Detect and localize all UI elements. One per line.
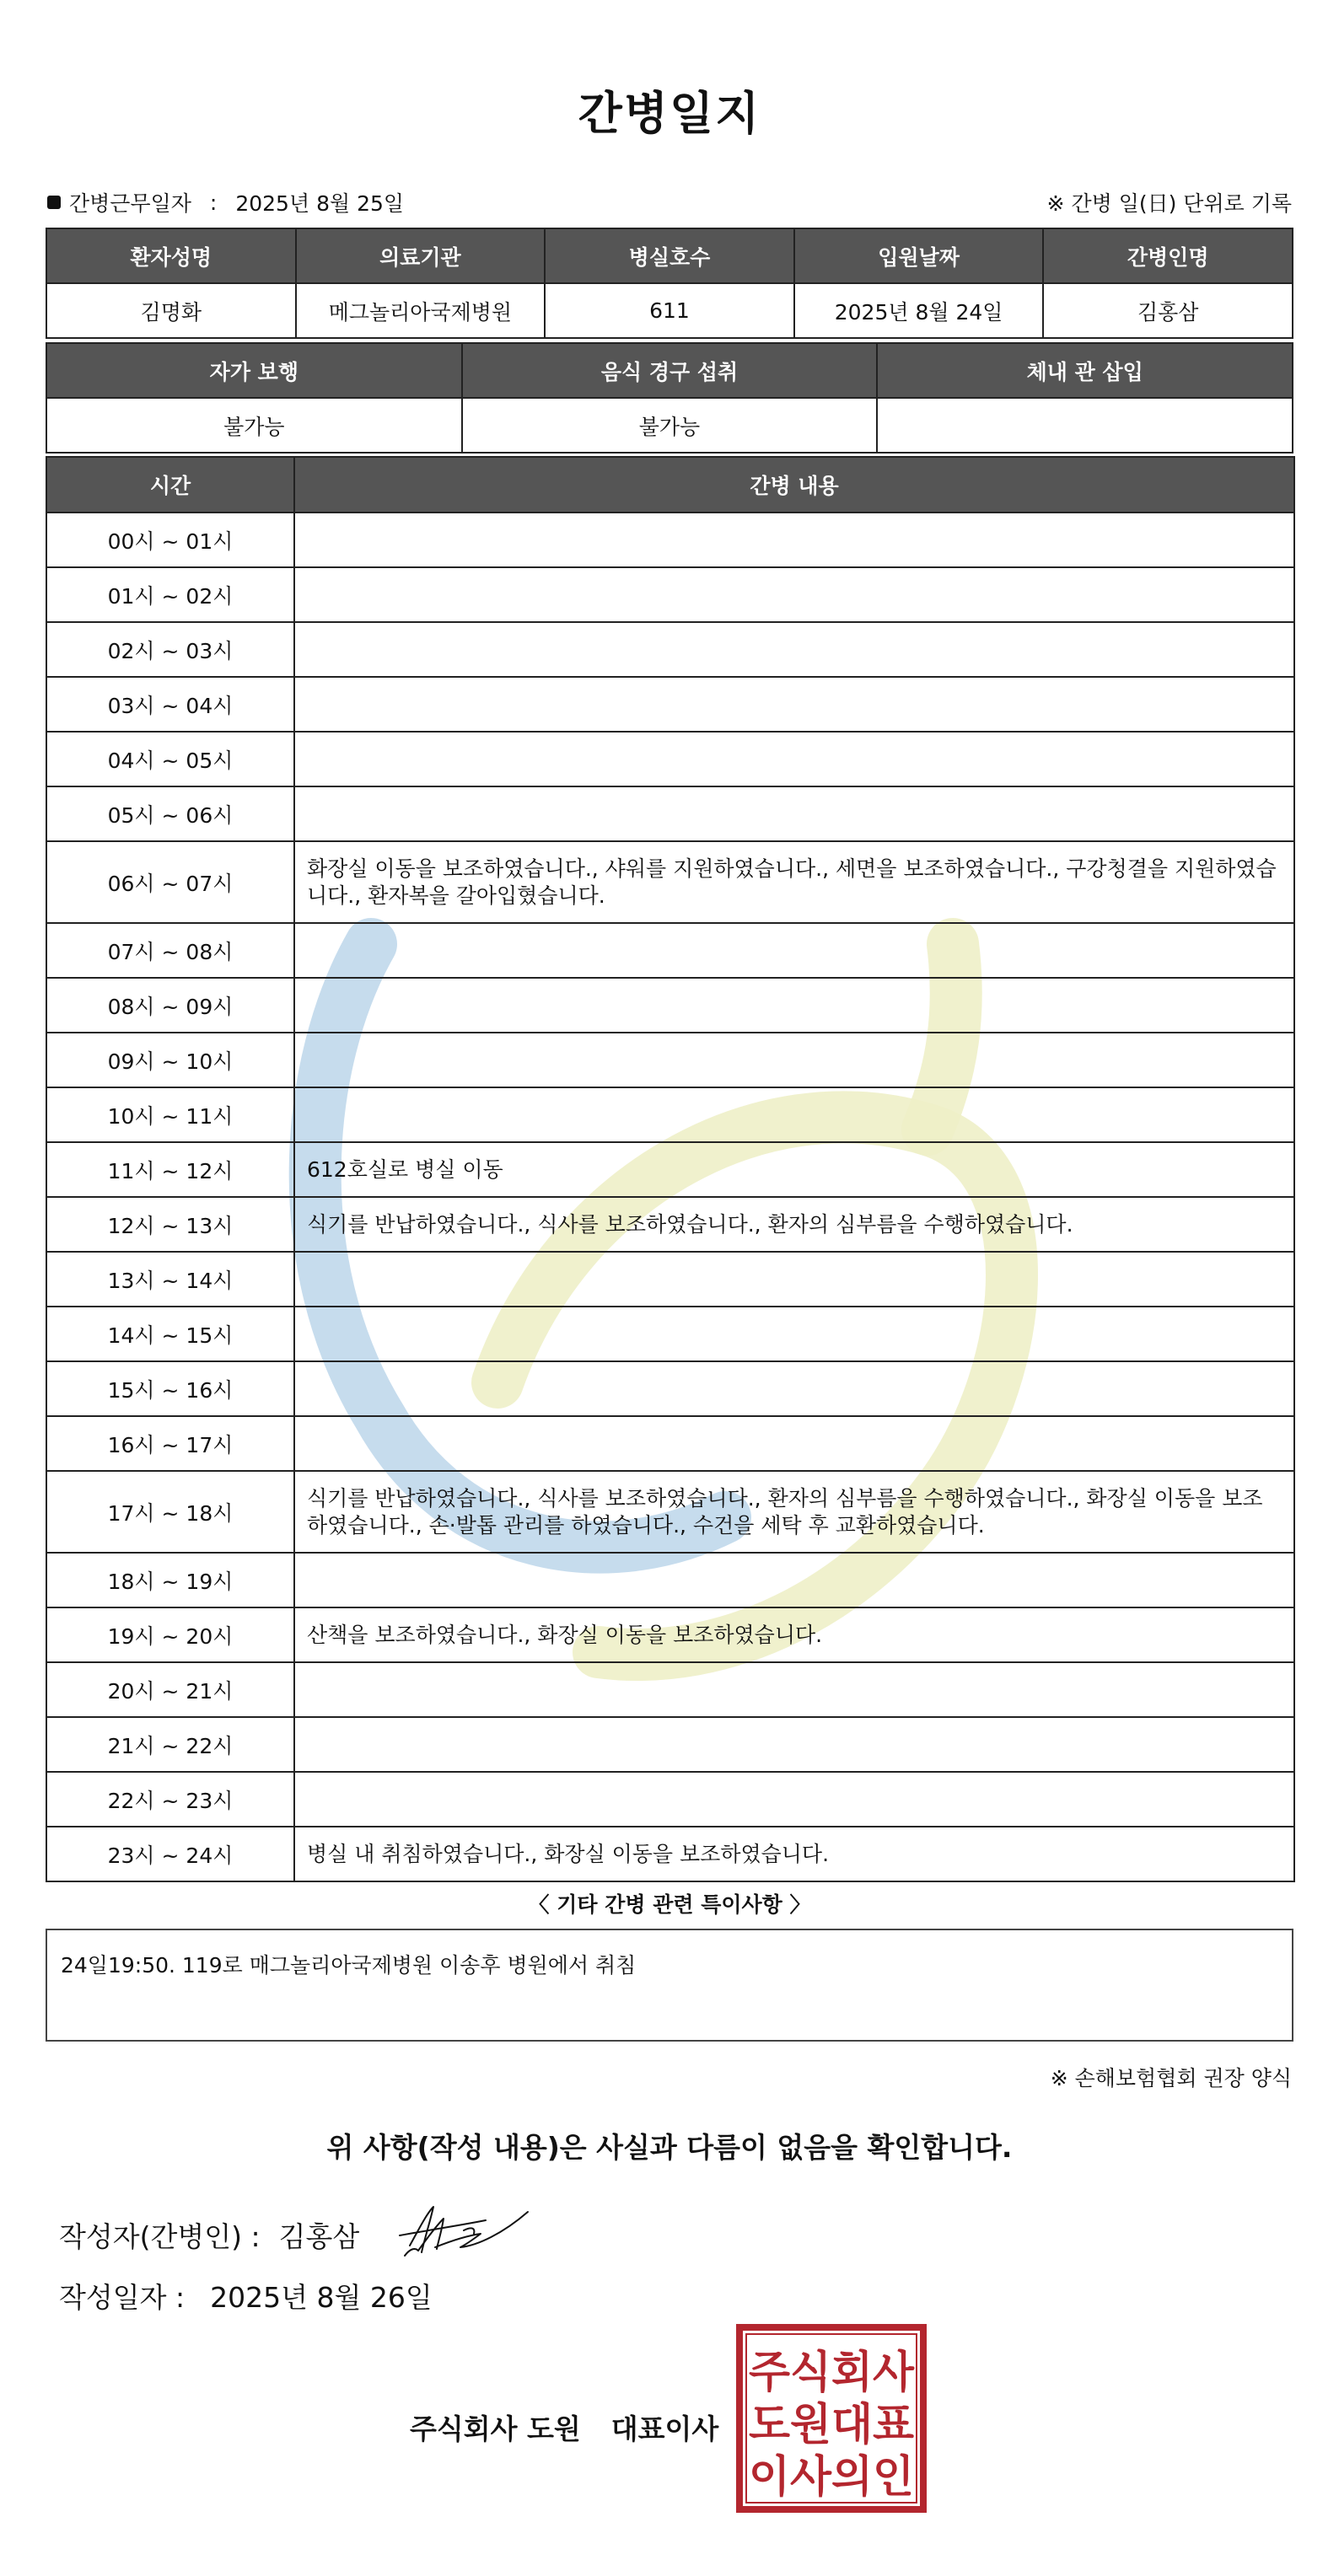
table-row <box>46 841 1294 923</box>
content-cell <box>294 1087 1294 1142</box>
content-cell <box>294 1361 1294 1416</box>
time-cell: 18시 ~ 19시 <box>46 1553 294 1607</box>
patient-info-header-row <box>46 228 1293 283</box>
self-walking-value: 불가능 <box>46 398 462 453</box>
content-cell: 식기를 반납하였습니다., 식사를 보조하였습니다., 환자의 심부름을 수행하였습니다. <box>294 1197 1294 1252</box>
time-cell: 07시 ~ 08시 <box>46 923 294 978</box>
patient-info-table <box>46 228 1293 339</box>
room-number: 611 <box>545 283 794 338</box>
table-row <box>46 677 1294 732</box>
patient-name: 김명화 <box>46 283 296 338</box>
table-row <box>46 567 1294 622</box>
page-title: 간병일지 <box>578 87 761 140</box>
table-row <box>46 1717 1294 1772</box>
time-cell: 08시 ~ 09시 <box>46 978 294 1033</box>
confirmation-statement: 위 사항(작성 내용)은 사실과 다름이 없음을 확인합니다. <box>326 2131 1013 2164</box>
tube-insertion-value <box>877 398 1293 453</box>
header-care-content: 간병 내용 <box>294 457 1294 513</box>
time-cell: 13시 ~ 14시 <box>46 1252 294 1307</box>
content-cell <box>294 1772 1294 1827</box>
oral-intake-value: 불가능 <box>462 398 878 453</box>
table-row <box>46 1553 1294 1607</box>
header-oral-intake: 음식 경구 섭취 <box>462 343 878 398</box>
table-row <box>46 786 1294 841</box>
header-room: 병실호수 <box>545 228 794 283</box>
table-row <box>46 923 1294 978</box>
time-cell: 00시 ~ 01시 <box>46 513 294 567</box>
time-cell: 02시 ~ 03시 <box>46 622 294 677</box>
table-row <box>46 1307 1294 1361</box>
time-cell: 09시 ~ 10시 <box>46 1033 294 1087</box>
work-date-separator: : <box>209 190 218 215</box>
time-cell: 20시 ~ 21시 <box>46 1662 294 1717</box>
header-admission-date: 입원날짜 <box>794 228 1044 283</box>
time-cell: 19시 ~ 20시 <box>46 1607 294 1662</box>
special-notes-text: 24일19:50. 119로 매그놀리아국제병원 이송후 병원에서 취침 <box>61 1953 637 1978</box>
work-date-label: 간병근무일자 <box>69 191 191 216</box>
time-cell: 17시 ~ 18시 <box>46 1471 294 1553</box>
content-cell <box>294 1717 1294 1772</box>
table-row <box>46 732 1294 786</box>
writer-row <box>59 2215 359 2255</box>
time-cell: 01시 ~ 02시 <box>46 567 294 622</box>
time-cell: 10시 ~ 11시 <box>46 1087 294 1142</box>
company-title: 대표이사 <box>610 2412 719 2445</box>
table-row <box>46 1662 1294 1717</box>
table-row <box>46 1087 1294 1142</box>
work-date-value: 2025년 8월 25일 <box>235 191 405 216</box>
svg-text:이사의인: 이사의인 <box>749 2452 914 2503</box>
time-cell: 22시 ~ 23시 <box>46 1772 294 1827</box>
work-date-row <box>47 187 404 217</box>
recommend-note: ※ 손해보험협회 권장 양식 <box>1050 2066 1292 2090</box>
table-row <box>46 1772 1294 1827</box>
svg-text:도원대표: 도원대표 <box>749 2400 914 2450</box>
content-cell <box>294 1416 1294 1471</box>
header-tube-insertion: 체내 관 삽입 <box>877 343 1293 398</box>
care-log-table <box>46 456 1295 1882</box>
table-row <box>46 1471 1294 1553</box>
time-cell: 12시 ~ 13시 <box>46 1197 294 1252</box>
content-cell: 병실 내 취침하였습니다., 화장실 이동을 보조하였습니다. <box>294 1827 1294 1881</box>
time-cell: 03시 ~ 04시 <box>46 677 294 732</box>
time-cell: 16시 ~ 17시 <box>46 1416 294 1471</box>
care-log-header-row <box>46 457 1294 513</box>
content-cell: 612호실로 병실 이동 <box>294 1142 1294 1197</box>
content-cell <box>294 1033 1294 1087</box>
caregiver-name: 김홍삼 <box>1043 283 1293 338</box>
content-cell <box>294 1307 1294 1361</box>
content-cell <box>294 622 1294 677</box>
content-cell: 화장실 이동을 보조하였습니다., 샤워를 지원하였습니다., 세면을 보조하였습니다., 구강청결을 지원하였습니다., 환자복을 갈아입혔습니다. <box>294 841 1294 923</box>
header-hospital: 의료기관 <box>296 228 546 283</box>
table-row <box>46 1252 1294 1307</box>
special-notes-box <box>46 1929 1293 2042</box>
svg-text:주식회사: 주식회사 <box>749 2348 915 2398</box>
table-row <box>46 1033 1294 1087</box>
content-cell <box>294 1252 1294 1307</box>
written-date-row <box>59 2276 433 2316</box>
time-cell: 04시 ~ 05시 <box>46 732 294 786</box>
unit-note: ※ 간병 일(日) 단위로 기록 <box>1046 191 1292 216</box>
admission-date: 2025년 8월 24일 <box>794 283 1044 338</box>
header-self-walking: 자가 보행 <box>46 343 462 398</box>
time-cell: 11시 ~ 12시 <box>46 1142 294 1197</box>
company-seal-stamp <box>735 2323 928 2514</box>
patient-info-value-row <box>46 283 1293 338</box>
time-cell: 21시 ~ 22시 <box>46 1717 294 1772</box>
signature-image <box>393 2197 535 2264</box>
content-cell <box>294 732 1294 786</box>
time-cell: 15시 ~ 16시 <box>46 1361 294 1416</box>
content-cell <box>294 923 1294 978</box>
time-cell: 23시 ~ 24시 <box>46 1827 294 1881</box>
special-notes-title: 〈 기타 간병 관련 특이사항 〉 <box>528 1892 811 1917</box>
written-date-value: 2025년 8월 26일 <box>210 2281 433 2314</box>
time-cell: 14시 ~ 15시 <box>46 1307 294 1361</box>
patient-status-value-row <box>46 398 1293 453</box>
writer-label: 작성자(간병인) : <box>59 2220 261 2253</box>
time-cell: 05시 ~ 06시 <box>46 786 294 841</box>
content-cell: 식기를 반납하였습니다., 식사를 보조하였습니다., 환자의 심부름을 수행하였습니다., 화장실 이동을 보조하였습니다., 손·발톱 관리를 하였습니다., 수건을 세탁 후 교환하였습니다. <box>294 1471 1294 1553</box>
content-cell <box>294 567 1294 622</box>
written-date-label: 작성일자 : <box>59 2281 186 2314</box>
writer-name: 김홍삼 <box>278 2220 360 2253</box>
table-row <box>46 1197 1294 1252</box>
table-row <box>46 1827 1294 1881</box>
patient-status-table <box>46 342 1293 453</box>
table-row <box>46 622 1294 677</box>
hospital-name: 메그놀리아국제병원 <box>296 283 546 338</box>
company-name: 주식회사 도원 <box>410 2412 581 2445</box>
content-cell <box>294 1553 1294 1607</box>
company-signoff <box>410 2407 718 2447</box>
content-cell <box>294 677 1294 732</box>
bullet-square-icon <box>47 196 61 209</box>
content-cell <box>294 1662 1294 1717</box>
header-patient-name: 환자성명 <box>46 228 296 283</box>
table-row <box>46 1142 1294 1197</box>
content-cell <box>294 513 1294 567</box>
content-cell <box>294 786 1294 841</box>
table-row <box>46 1607 1294 1662</box>
content-cell: 산책을 보조하였습니다., 화장실 이동을 보조하였습니다. <box>294 1607 1294 1662</box>
table-row <box>46 513 1294 567</box>
table-row <box>46 1416 1294 1471</box>
content-cell <box>294 978 1294 1033</box>
table-row <box>46 978 1294 1033</box>
table-row <box>46 1361 1294 1416</box>
time-cell: 06시 ~ 07시 <box>46 841 294 923</box>
header-time: 시간 <box>46 457 294 513</box>
patient-status-header-row <box>46 343 1293 398</box>
header-caregiver: 간병인명 <box>1043 228 1293 283</box>
